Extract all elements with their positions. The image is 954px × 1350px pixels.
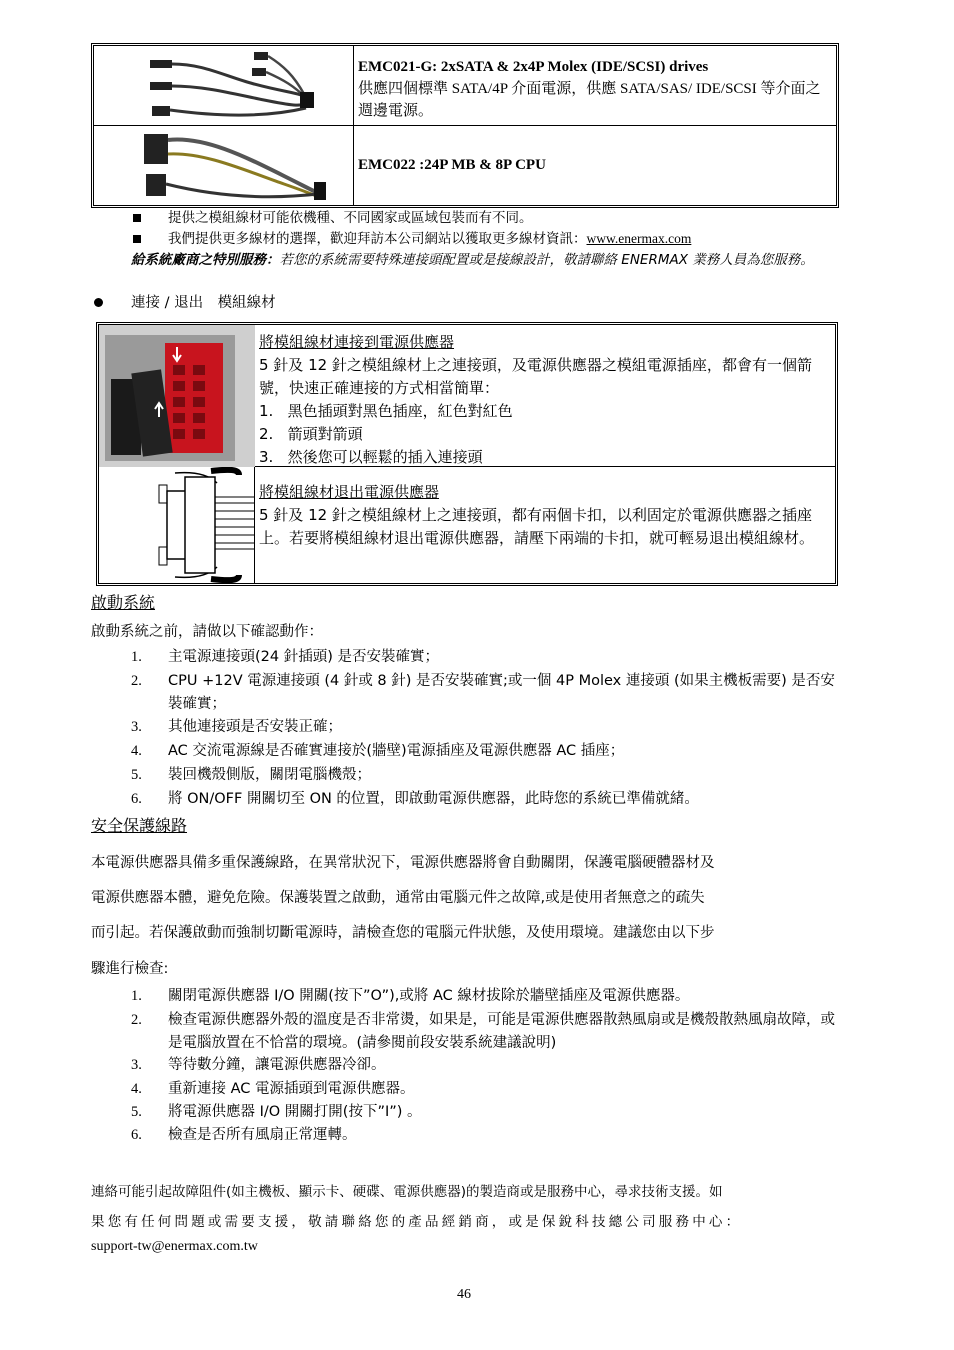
cable-image-emc021 bbox=[94, 46, 354, 125]
list-number: 4. bbox=[131, 1081, 142, 1097]
mb-cpu-cable-icon bbox=[94, 126, 354, 205]
connect-row-attach bbox=[99, 325, 835, 467]
attach-step bbox=[259, 423, 831, 446]
protection-item: 將電源供應器 I/O 開關打開(按下”I”) 。 bbox=[168, 1104, 422, 1120]
connector-attach-photo-icon bbox=[99, 325, 255, 467]
bullet-square-icon bbox=[133, 235, 141, 243]
sata-molex-cable-icon bbox=[94, 46, 354, 126]
note-packaging: 提供之模組線材可能依機種、不同國家或區域包裝而有不同。 bbox=[168, 210, 533, 226]
startup-item: 其他連接頭是否安裝正確； bbox=[168, 719, 342, 735]
startup-item: CPU +12V 電源連接頭 (4 針或 8 針) 是否安裝確實;或一個 4P Molex 連接頭 (如果主機板需要) 是否安裝確實； bbox=[168, 673, 835, 712]
cable-desc-emc021 bbox=[358, 56, 833, 122]
protection-item: 檢查電源供應器外殼的溫度是否非常燙，如果是，可能是電源供應器散熱風扇或是機殼散熱風扇故障，或是電腦放置在不恰當的環境。(請參閱前段安裝系統建議說明) bbox=[168, 1012, 835, 1051]
special-service-text: 若您的系統需要特殊連接頭配置或是接線設計，敬請聯絡 ENERMAX 業務人員為您服務。 bbox=[279, 252, 814, 268]
website-link[interactable]: www.enermax.com bbox=[586, 231, 692, 246]
cable-row-emc022 bbox=[94, 126, 836, 205]
protection-para-line: 電源供應器本體，避免危險。保護裝置之啟動，通常由電腦元件之故障,或是使用者無意之的疏失 bbox=[91, 890, 705, 906]
cable-image-emc022 bbox=[94, 126, 354, 205]
support-email[interactable]: support-tw@enermax.com.tw bbox=[91, 1239, 258, 1254]
protection-item: 關閉電源供應器 I/O 開關(按下”O”),或將 AC 線材拔除於牆壁插座及電源供應器。 bbox=[168, 988, 690, 1004]
cable-table bbox=[91, 43, 839, 208]
protection-para-line: 本電源供應器具備多重保護線路，在異常狀況下，電源供應器將會自動關閉，保護電腦硬體器材及 bbox=[91, 855, 715, 871]
connect-heading: 連接 / 退出 模組線材 bbox=[131, 295, 276, 311]
list-number: 3. bbox=[131, 719, 142, 735]
startup-item: AC 交流電源線是否確實連接於(牆壁)電源插座及電源供應器 AC 插座； bbox=[168, 743, 625, 759]
attach-title: 將模組線材連接到電源供應器 bbox=[259, 333, 455, 351]
list-number: 3. bbox=[131, 1057, 142, 1073]
list-number: 6. bbox=[131, 791, 142, 807]
step-text: 然後您可以輕鬆的插入連接頭 bbox=[287, 448, 483, 466]
list-number: 2. bbox=[131, 673, 142, 689]
cable-description: 供應四個標準 SATA/4P 介面電源，供應 SATA/SAS/ IDE/SCSI 等介面之週邊電源。 bbox=[358, 81, 821, 119]
protection-item: 檢查是否所有風扇正常運轉。 bbox=[168, 1127, 357, 1143]
list-number: 1. bbox=[131, 649, 142, 665]
detach-title: 將模組線材退出電源供應器 bbox=[259, 483, 440, 501]
startup-item: 裝回機殼側版，關閉電腦機殼； bbox=[168, 767, 371, 783]
startup-item: 將 ON/OFF 開關切至 ON 的位置，即啟動電源供應器，此時您的系統已準備就緒。 bbox=[168, 791, 699, 807]
detach-description: 5 針及 12 針之模組線材上之連接頭，都有兩個卡扣，以利固定於電源供應器之插座上。若要將模組線材退出電源供應器，請壓下兩端的卡扣，就可輕易退出模組線材。 bbox=[259, 506, 815, 547]
protection-item: 重新連接 AC 電源插頭到電源供應器。 bbox=[168, 1081, 415, 1097]
list-number: 5. bbox=[131, 767, 142, 783]
note-more-cables-text: 我們提供更多線材的選擇，歡迎拜訪本公司網站以獲取更多線材資訊： bbox=[168, 231, 587, 247]
cable-desc-emc022 bbox=[358, 154, 833, 176]
attach-step bbox=[259, 446, 831, 469]
startup-heading: 啟動系統 bbox=[91, 593, 156, 612]
page-number: 46 bbox=[457, 1287, 471, 1302]
connector-detach-diagram-icon bbox=[99, 467, 255, 583]
step-text: 箭頭對箭頭 bbox=[287, 425, 363, 443]
list-number: 2. bbox=[131, 1012, 142, 1028]
list-number: 4. bbox=[131, 743, 142, 759]
special-service-label: 給系統廠商之特別服務： bbox=[131, 252, 280, 268]
support-line: 連絡可能引起故障阻件(如主機板、顯示卡、硬碟、電源供應器)的製造商或是服務中心，尋求技術支援。如 bbox=[91, 1184, 723, 1200]
attach-description: 5 針及 12 針之模組線材上之連接頭，及電源供應器之模組電源插座，都會有一個箭號，快速正確連接的方式相當簡單： bbox=[259, 356, 812, 397]
step-number: 3. bbox=[259, 448, 274, 466]
list-number: 1. bbox=[131, 988, 142, 1004]
step-text: 黑色插頭對黑色插座，紅色對紅色 bbox=[287, 402, 513, 420]
protection-heading: 安全保護線路 bbox=[91, 816, 188, 835]
detach-text bbox=[259, 481, 831, 550]
cable-row-emc021 bbox=[94, 46, 836, 126]
connect-table bbox=[96, 322, 838, 586]
note-more-cables bbox=[168, 229, 691, 249]
attach-step bbox=[259, 400, 831, 423]
step-number: 2. bbox=[259, 425, 274, 443]
bullet-square-icon bbox=[133, 214, 141, 222]
list-number: 5. bbox=[131, 1104, 142, 1120]
attach-image bbox=[99, 325, 255, 466]
startup-item: 主電源連接頭(24 針插頭) 是否安裝確實； bbox=[168, 649, 439, 665]
protection-item: 等待數分鐘，讓電源供應器冷卻。 bbox=[168, 1057, 386, 1073]
protection-para-line: 驟進行檢查: bbox=[91, 961, 169, 977]
cable-title: EMC021-G: 2xSATA & 2x4P Molex (IDE/SCSI) drives bbox=[358, 59, 709, 75]
step-number: 1. bbox=[259, 402, 274, 420]
list-number: 6. bbox=[131, 1127, 142, 1143]
connect-row-detach bbox=[99, 467, 835, 583]
support-line: 果您有任何問題或需要支援，敬請聯絡您的產品經銷商，或是保銳科技總公司服務中心： bbox=[91, 1214, 743, 1230]
bullet-circle-icon bbox=[94, 298, 103, 307]
protection-para-line: 而引起。若保護啟動而強制切斷電源時，請檢查您的電腦元件狀態，及使用環境。建議您由以下步 bbox=[91, 925, 715, 941]
startup-intro: 啟動系統之前，請做以下確認動作： bbox=[91, 624, 323, 640]
attach-text bbox=[259, 331, 831, 469]
special-service-note bbox=[131, 250, 841, 270]
detach-image bbox=[99, 467, 255, 583]
cable-title: EMC022 :24P MB & 8P CPU bbox=[358, 157, 546, 173]
